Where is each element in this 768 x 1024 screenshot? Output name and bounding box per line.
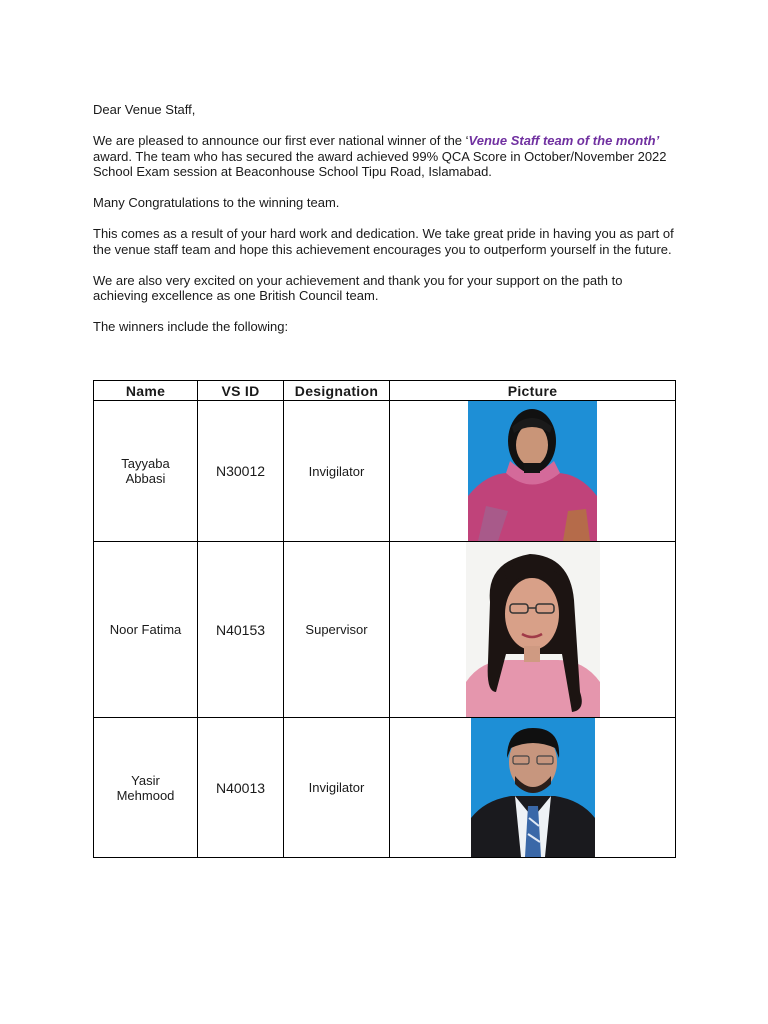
announcement-lead: We are pleased to announce our first ever national winner of the ‘: [93, 133, 469, 148]
hard-work-paragraph: This comes as a result of your hard work and dedication. We take great pride in having you as part of the venue staff team and hope this achievement encourages you to outperform yourself in the future.: [93, 226, 674, 257]
letter-body: [93, 102, 675, 350]
table-row: [94, 401, 676, 542]
winner-picture-cell: [390, 718, 676, 858]
winners-table: [93, 380, 676, 858]
winner-picture-cell: [390, 401, 676, 542]
winner-name: [94, 401, 198, 542]
winner-picture-cell: [390, 542, 676, 718]
congratulations-paragraph: Many Congratulations to the winning team.: [93, 195, 340, 210]
announcement-details: award. The team who has secured the award achieved 99% QCA Score in October/November 2022 School Exam session at Beaconhouse School Tipu Road, Islamabad.: [93, 148, 667, 179]
table-row: [94, 542, 676, 718]
winner-name: [94, 718, 198, 858]
winner-name: Noor Fatima: [94, 542, 198, 718]
winner-name-text: Tayyaba Abbasi: [121, 456, 170, 486]
column-header-picture: Picture: [390, 381, 676, 401]
column-header-name: Name: [94, 381, 198, 401]
column-header-vs-id: VS ID: [198, 381, 284, 401]
greeting: Dear Venue Staff,: [93, 102, 196, 117]
column-header-designation: Designation: [284, 381, 390, 401]
photo-frame: [390, 401, 675, 541]
winner-vs-id: N30012: [198, 401, 284, 542]
announcement-paragraph: [93, 133, 675, 180]
portrait-photo-3: [471, 718, 595, 857]
winner-designation: Invigilator: [284, 718, 390, 858]
winner-designation: Invigilator: [284, 401, 390, 542]
winner-name-text: Yasir Mehmood: [116, 772, 175, 803]
portrait-photo-2: [466, 542, 600, 717]
portrait-photo-1: [468, 401, 597, 541]
winner-vs-id: N40153: [198, 542, 284, 718]
photo-frame: [390, 718, 675, 857]
award-name: Venue Staff team of the month’: [468, 133, 660, 148]
table-row: [94, 718, 676, 858]
winner-designation: Supervisor: [284, 542, 390, 718]
winner-vs-id: N40013: [198, 718, 284, 858]
photo-frame: [390, 542, 675, 717]
table-header-row: [94, 381, 676, 401]
winners-intro: The winners include the following:: [93, 319, 289, 334]
thanks-paragraph: We are also very excited on your achievement and thank you for your support on the path to achieving excellence as one British Council team.: [93, 272, 623, 303]
